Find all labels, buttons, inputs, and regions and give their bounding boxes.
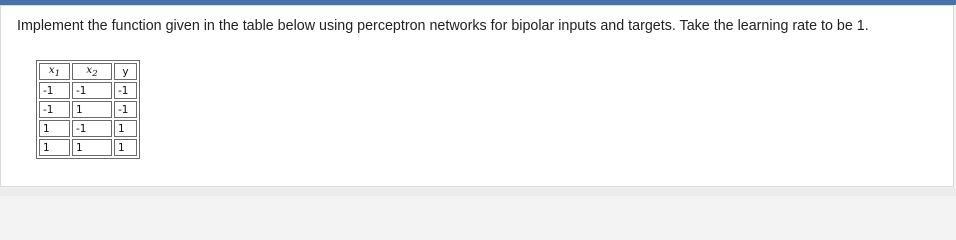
table-row	[39, 139, 137, 156]
table-cell: -1	[72, 120, 112, 137]
table-cell: -1	[72, 82, 112, 99]
table-row	[39, 101, 137, 118]
table-row	[39, 120, 137, 137]
header-y: y	[114, 63, 137, 80]
table-cell: 1	[72, 101, 112, 118]
table-cell: -1	[114, 101, 137, 118]
table-cell: -1	[39, 82, 70, 99]
table-cell: 1	[39, 120, 70, 137]
truth-table	[36, 60, 140, 159]
table-header-row	[39, 63, 137, 80]
question-text: Implement the function given in the table below using perceptron networks for bipolar inputs and targets. Take the learning rate to be 1.	[17, 18, 869, 34]
table-cell: -1	[39, 101, 70, 118]
header-x2: $x_2$	[72, 63, 112, 80]
bottom-strip	[0, 188, 956, 196]
table-cell: 1	[114, 139, 137, 156]
table-cell: 1	[39, 139, 70, 156]
header-x1: $x_1$	[39, 63, 70, 80]
table-row	[39, 82, 137, 99]
table-cell: 1	[114, 120, 137, 137]
table-cell: -1	[114, 82, 137, 99]
table-cell: 1	[72, 139, 112, 156]
